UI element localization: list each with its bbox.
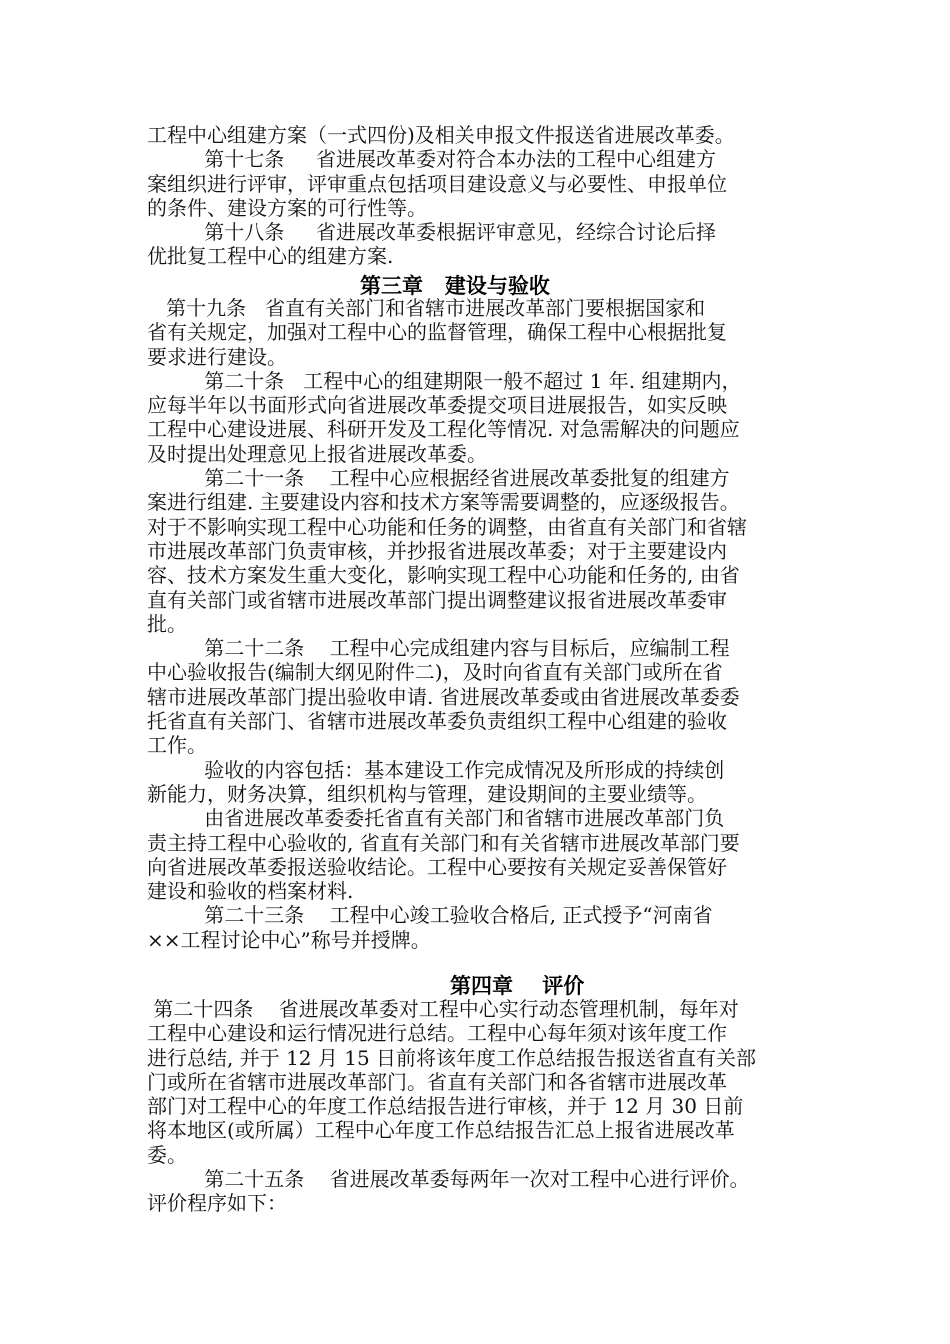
text-line: 第十八条 省进展改革委根据评审意见，经综合讨论后择 — [147, 220, 717, 245]
text-block-chapter3 — [147, 296, 827, 976]
text-line: 辖市进展改革部门提出验收申请. 省进展改革委或由省进展改革委委 — [147, 684, 740, 709]
chapter-four-heading: 第四章 评价 — [450, 974, 585, 998]
chapter-three-heading: 第三章 建设与验收 — [360, 274, 550, 298]
text-block-top — [147, 123, 827, 269]
text-line: 委。 — [147, 1142, 187, 1167]
text-line: 第十九条 省直有关部门和省辖市进展改革部门要根据国家和 — [147, 296, 706, 320]
text-line: 工程中心组建方案（一式四份)及相关申报文件报送省进展改革委。 — [147, 123, 735, 147]
text-line: 责主持工程中心验收的, 省直有关部门和有关省辖市进展改革部门要 — [147, 830, 740, 855]
text-line: 向省进展改革委报送验收结论。工程中心要按有关规定妥善保管好 — [147, 854, 727, 879]
text-line: 将本地区(或所属）工程中心年度工作总结报告汇总上报省进展改革 — [147, 1118, 735, 1143]
text-line: 中心验收报告(编制大纲见附件二)，及时向省直有关部门或所在省 — [147, 660, 723, 685]
text-block-chapter4 — [147, 997, 827, 1216]
text-line: 第二十一条 工程中心应根据经省进展改革委批复的组建方 — [147, 466, 730, 491]
text-line: 要求进行建设。 — [147, 344, 287, 369]
text-line: 工作。 — [147, 733, 207, 758]
text-line: 进行总结, 并于 12 月 15 日前将该年度工作总结报告报送省直有关部 — [147, 1045, 757, 1070]
text-line: 工程中心建设进展、科研开发及工程化等情况. 对急需解决的问题应 — [147, 417, 740, 442]
text-line: 第二十条 工程中心的组建期限一般不超过 1 年. 组建期内， — [147, 368, 742, 393]
text-line: 工程中心建设和运行情况进行总结。工程中心每年须对该年度工作 — [147, 1021, 727, 1046]
text-line: ××工程讨论中心”称号并授牌。 — [147, 927, 431, 952]
text-line: 案组织进行评审，评审重点包括项目建设意义与必要性、申报单位 — [147, 171, 727, 196]
text-line: 省有关规定，加强对工程中心的监督管理，确保工程中心根据批复 — [147, 320, 727, 345]
text-line: 及时提出处理意见上报省进展改革委。 — [147, 441, 487, 466]
text-line: 第二十三条 工程中心竣工验收合格后, 正式授予“河南省 — [147, 903, 713, 928]
text-line: 托省直有关部门、省辖市进展改革委负责组织工程中心组建的验收 — [147, 709, 727, 734]
text-line: 门或所在省辖市进展改革部门。省直有关部门和各省辖市进展改革 — [147, 1069, 727, 1094]
text-line: 建设和验收的档案材料. — [147, 879, 354, 904]
text-line: 容、技术方案发生重大变化，影响实现工程中心功能和任务的, 由省 — [147, 563, 740, 588]
text-line: 的条件、建设方案的可行性等。 — [147, 195, 427, 220]
text-line: 优批复工程中心的组建方案. — [147, 244, 394, 269]
text-line: 案进行组建. 主要建设内容和技术方案等需要调整的，应逐级报告。 — [147, 490, 740, 515]
text-line: 第二十五条 省进展改革委每两年一次对工程中心进行评价。 — [147, 1167, 750, 1192]
text-line: 对于不影响实现工程中心功能和任务的调整，由省直有关部门和省辖 — [147, 514, 747, 539]
text-line: 由省进展改革委委托省直有关部门和省辖市进展改革部门负 — [147, 806, 725, 831]
text-line: 直有关部门或省辖市进展改革部门提出调整建议报省进展改革委审 — [147, 587, 727, 612]
text-line: 部门对工程中心的年度工作总结报告进行审核，并于 12 月 30 日前 — [147, 1094, 744, 1119]
text-line: 第二十四条 省进展改革委对工程中心实行动态管理机制，每年对 — [147, 997, 739, 1021]
text-line: 应每半年以书面形式向省进展改革委提交项目进展报告，如实反映 — [147, 393, 727, 418]
text-line: 第十七条 省进展改革委对符合本办法的工程中心组建方 — [147, 147, 717, 172]
text-line: 批。 — [147, 611, 187, 636]
text-line: 评价程序如下： — [147, 1191, 287, 1216]
text-line: 市进展改革部门负责审核，并抄报省进展改革委；对于主要建设内 — [147, 538, 727, 563]
text-line: 验收的内容包括：基本建设工作完成情况及所形成的持续创 — [147, 757, 725, 782]
text-line: 新能力，财务决算，组织机构与管理，建设期间的主要业绩等。 — [147, 781, 707, 806]
text-line: 第二十二条 工程中心完成组建内容与目标后，应编制工程 — [147, 636, 730, 661]
